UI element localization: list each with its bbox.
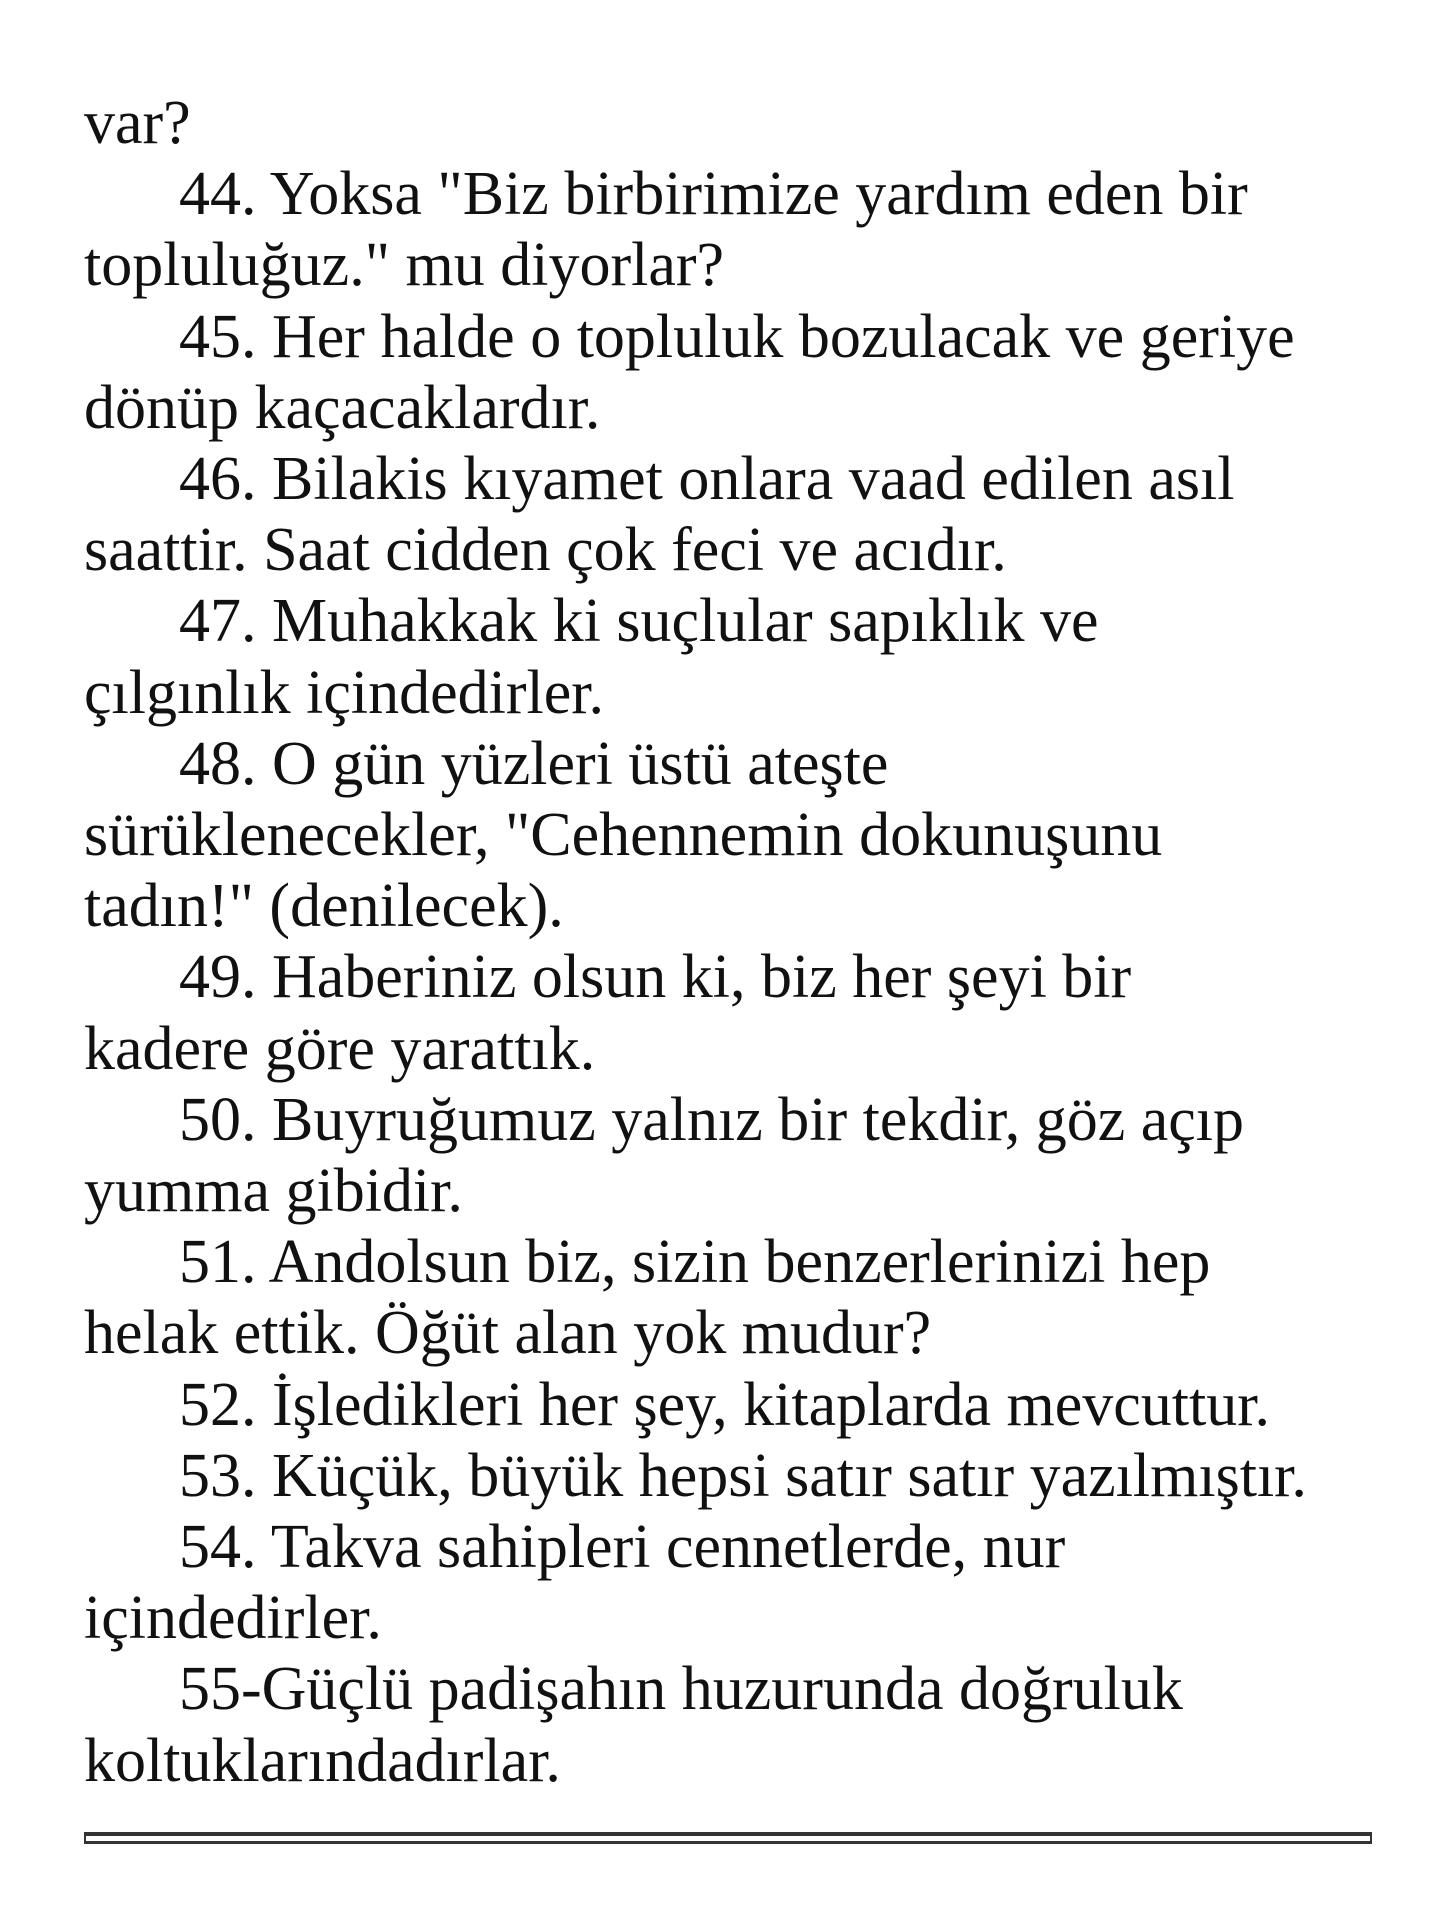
text-line: koltuklarındadırlar. xyxy=(84,1726,561,1795)
document-page xyxy=(84,88,1384,1797)
verse-line: 54. Takva sahipleri cennetlerde, nur xyxy=(179,1513,1066,1582)
verse-line: 48. O gün yüzleri üstü ateşte xyxy=(179,729,889,798)
text-line: kadere göre yarattık. xyxy=(84,1014,596,1083)
verse-line: 50. Buyruğumuz yalnız bir tekdir, göz açıp xyxy=(179,1085,1245,1154)
text-line: sürüklenecekler, "Cehennemin dokunuşunu xyxy=(84,801,1163,870)
verse-line: 55-Güçlü padişahın huzurunda doğruluk xyxy=(179,1655,1183,1724)
text-line: saattir. Saat cidden çok feci ve acıdır. xyxy=(84,516,1007,585)
text-line: topluluğuz." mu diyorlar? xyxy=(84,231,725,300)
text-line: içindedirler. xyxy=(84,1584,382,1653)
text-line: çılgınlık içindedirler. xyxy=(84,658,604,727)
verse-line: 53. Küçük, büyük hepsi satır satır yazılmıştır. xyxy=(179,1441,1307,1510)
verse-line: 52. İşledikleri her şey, kitaplarda mevcuttur. xyxy=(179,1370,1270,1439)
text-line: yumma gibidir. xyxy=(84,1157,463,1226)
text-line: helak ettik. Öğüt alan yok mudur? xyxy=(84,1299,932,1368)
text-line: tadın!" (denilecek). xyxy=(84,872,564,941)
verse-line: 46. Bilakis kıyamet onlara vaad edilen asıl xyxy=(179,445,1235,514)
text-line: var? xyxy=(84,89,191,157)
verse-line: 47. Muhakkak ki suçlular sapıklık ve xyxy=(179,587,1099,656)
verse-line: 45. Her halde o topluluk bozulacak ve geriye xyxy=(179,302,1295,371)
verse-line: 44. Yoksa "Biz birbirimize yardım eden bir xyxy=(179,160,1248,229)
horizontal-divider xyxy=(84,1832,1372,1844)
text-line: dönüp kaçacaklardır. xyxy=(84,373,601,442)
verse-line: 49. Haberiniz olsun ki, biz her şeyi bir xyxy=(179,943,1132,1012)
verse-line: 51. Andolsun biz, sizin benzerlerinizi hep xyxy=(179,1228,1211,1297)
